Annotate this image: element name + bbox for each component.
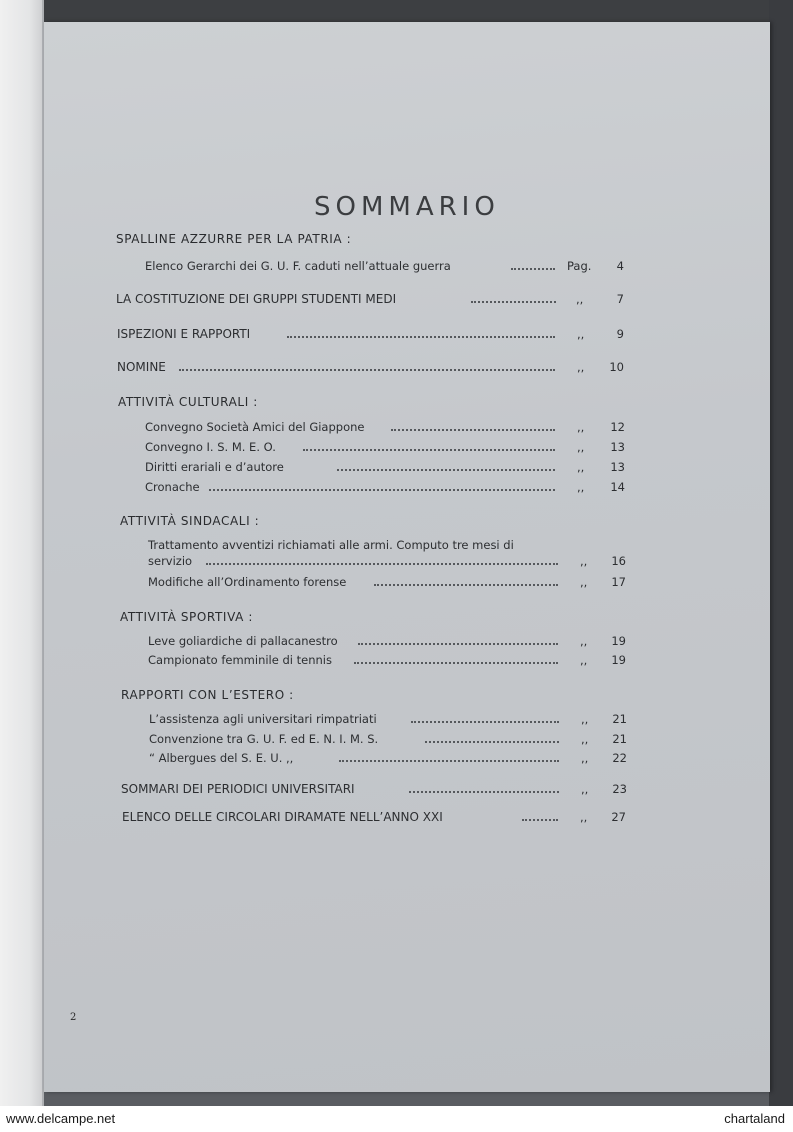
toc-entry [145, 440, 627, 458]
leader-dots [339, 760, 559, 762]
toc-entry-page: 4 [616, 259, 624, 273]
watermark-left: www.delcampe.net [6, 1111, 116, 1126]
toc-entry-page: 22 [612, 751, 627, 765]
toc-entry-label: Convegno Società Amici del Giappone [145, 420, 365, 434]
toc-entry-ditto: ,, [580, 653, 588, 667]
leader-dots [409, 791, 559, 793]
leader-dots [391, 429, 555, 431]
leader-dots [425, 741, 559, 743]
section-heading: RAPPORTI CON L’ESTERO : [121, 688, 294, 702]
toc-entry-ditto: ,, [577, 360, 585, 374]
leader-dots [511, 268, 555, 270]
toc-entry-page: 10 [609, 360, 624, 374]
toc-entry [149, 751, 629, 769]
toc-entry-page: 23 [612, 782, 627, 796]
toc-entry [117, 360, 627, 378]
background-right [769, 0, 793, 1132]
toc-entry-page: 16 [611, 554, 626, 568]
leader-dots [337, 469, 555, 471]
toc-entry-page: 21 [612, 732, 627, 746]
leader-dots [209, 489, 555, 491]
toc-entry-ditto: ,, [580, 810, 588, 824]
section-heading: ATTIVITÀ CULTURALI : [118, 395, 258, 409]
section-heading: ELENCO DELLE CIRCOLARI DIRAMATE NELL’ANNO XXI [122, 810, 443, 824]
toc-entry [117, 327, 627, 345]
leader-dots [411, 721, 559, 723]
leader-dots [354, 662, 558, 664]
toc-entry-label: “ Albergues del S. E. U. ,, [149, 751, 294, 765]
toc-entry-ditto: ,, [581, 712, 589, 726]
section-heading: NOMINE [117, 360, 166, 374]
toc-entry [148, 554, 628, 572]
toc-entry [148, 653, 628, 671]
toc-entry-page: 27 [611, 810, 626, 824]
document-page [44, 22, 770, 1092]
toc-entry [145, 420, 627, 438]
toc-entry-ditto: ,, [577, 460, 585, 474]
leader-dots [287, 336, 555, 338]
toc-entry-label: L’assistenza agli universitari rimpatriati [149, 712, 377, 726]
toc-entry-page: 13 [610, 440, 625, 454]
toc-entry-ditto: ,, [580, 575, 588, 589]
watermark-right: chartaland [724, 1111, 785, 1126]
toc-entry-page: 14 [610, 480, 625, 494]
leader-dots [471, 301, 556, 303]
toc-entry-label: Leve goliardiche di pallacanestro [148, 634, 338, 648]
toc-entry-ditto: Pag. [567, 259, 592, 273]
section-heading: ISPEZIONI E RAPPORTI [117, 327, 251, 341]
toc-entry [145, 259, 625, 277]
toc-entry-ditto: ,, [580, 634, 588, 648]
section-heading: SOMMARI DEI PERIODICI UNIVERSITARI [121, 782, 355, 796]
toc-entry-ditto: ,, [576, 292, 584, 306]
toc-entry [145, 460, 627, 478]
toc-entry-label: Elenco Gerarchi dei G. U. F. caduti nell’attuale guerra [145, 259, 451, 273]
toc-entry [149, 732, 629, 750]
page-number: 2 [70, 1012, 77, 1023]
toc-entry-ditto: ,, [581, 732, 589, 746]
toc-entry [148, 575, 628, 593]
toc-entry [149, 712, 629, 730]
toc-entry-ditto: ,, [581, 751, 589, 765]
toc-entry-ditto: ,, [577, 327, 585, 341]
toc-entry-page: 17 [611, 575, 626, 589]
watermark-strip [0, 1106, 793, 1132]
toc-entry-continuation [148, 538, 628, 554]
leader-dots [374, 584, 558, 586]
toc-entry [148, 634, 628, 652]
leader-dots [303, 449, 555, 451]
toc-entry-ditto: ,, [580, 554, 588, 568]
toc-entry-page: 12 [610, 420, 625, 434]
toc-entry-page: 7 [616, 292, 624, 306]
toc-entry [145, 480, 627, 498]
toc-entry-page: 19 [611, 653, 626, 667]
toc-entry-ditto: ,, [581, 782, 589, 796]
toc-entry-label: servizio [148, 554, 193, 568]
toc-entry [122, 810, 630, 828]
toc-entry [121, 782, 629, 800]
previous-page-edge [0, 0, 44, 1106]
document-title: SOMMARIO [314, 192, 500, 222]
toc-entry-ditto: ,, [577, 420, 585, 434]
toc-entry-page: 21 [612, 712, 627, 726]
toc-entry-page: 9 [616, 327, 624, 341]
section-heading: LA COSTITUZIONE DEI GRUPPI STUDENTI MEDI [116, 292, 397, 306]
leader-dots [522, 819, 558, 821]
toc-entry-label-line1: Trattamento avventizi richiamati alle armi. Computo tre mesi di [148, 538, 514, 552]
toc-entry-label: Campionato femminile di tennis [148, 653, 332, 667]
leader-dots [179, 369, 555, 371]
toc-entry-label: Convegno I. S. M. E. O. [145, 440, 276, 454]
toc-entry-label: Convenzione tra G. U. F. ed E. N. I. M. S. [149, 732, 379, 746]
toc-entry-page: 19 [611, 634, 626, 648]
toc-entry-page: 13 [610, 460, 625, 474]
leader-dots [206, 563, 558, 565]
toc-entry-label: Cronache [145, 480, 200, 494]
toc-entry-label: Diritti erariali e d’autore [145, 460, 284, 474]
toc-entry-ditto: ,, [577, 440, 585, 454]
section-heading: ATTIVITÀ SINDACALI : [120, 514, 260, 528]
section-heading: ATTIVITÀ SPORTIVA : [120, 610, 253, 624]
toc-entry [116, 292, 626, 310]
background-top [0, 0, 793, 22]
section-heading: SPALLINE AZZURRE PER LA PATRIA : [116, 232, 352, 246]
leader-dots [358, 643, 558, 645]
toc-entry-label: Modifiche all’Ordinamento forense [148, 575, 347, 589]
toc-entry-ditto: ,, [577, 480, 585, 494]
